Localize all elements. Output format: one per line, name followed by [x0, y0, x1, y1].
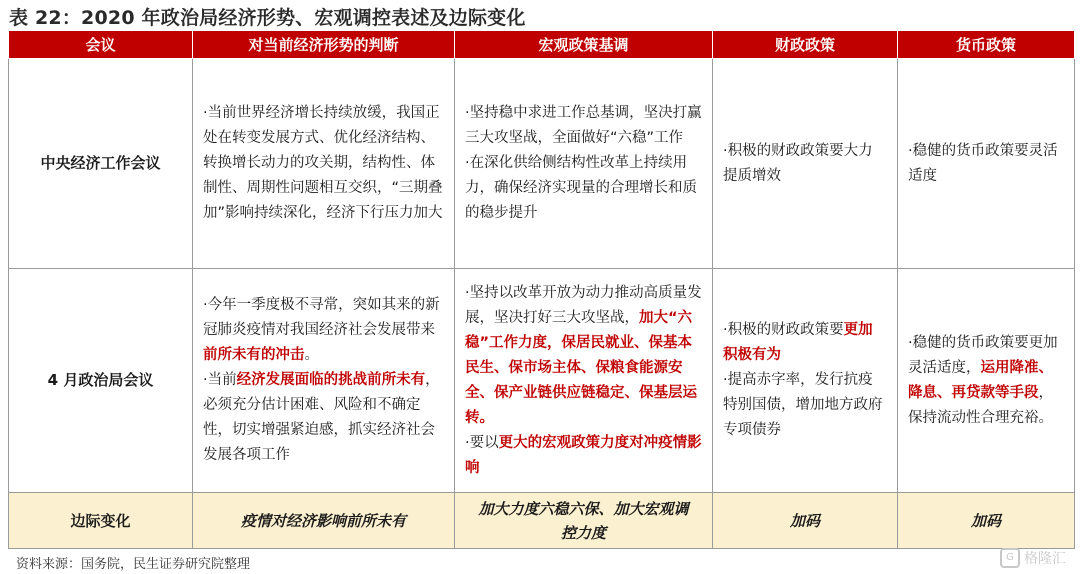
cell-paragraph: [203, 101, 444, 226]
marginal-judgment: 疫情对经济影响前所未有: [193, 493, 455, 549]
cell-text: ·稳健的货币政策要灵活适度: [908, 142, 1058, 184]
header-judgment: 对当前经济形势的判断: [193, 31, 455, 59]
cell-paragraph: [465, 101, 702, 151]
cell-paragraph: [908, 331, 1064, 431]
cell-paragraph: [908, 139, 1064, 189]
highlighted-text: 更大的宏观政策力度对冲疫情影响: [465, 434, 702, 476]
cell-text: ，必须充分估计困难、风险和不确定性，切实增强紧迫感，抓实经济社会发展各项工作: [203, 372, 440, 463]
marginal-change-row: [9, 493, 1075, 549]
header-meeting: 会议: [9, 31, 193, 59]
cell-paragraph: [723, 318, 887, 368]
marginal-macro: 加大力度六稳六保、加大宏观调控力度: [455, 493, 713, 549]
cell-paragraph: [723, 368, 887, 443]
cell-text: ·坚持以改革开放为动力推动高质量发展，坚决打好三大攻坚战，: [465, 284, 702, 326]
table-row: [9, 59, 1075, 269]
marginal-fiscal: 加码: [713, 493, 898, 549]
header-monetary: 货币政策: [898, 31, 1075, 59]
highlighted-text: 运用降准、降息、再贷款等手段: [908, 359, 1053, 401]
policy-table: [8, 30, 1075, 549]
header-row: [9, 31, 1075, 59]
highlighted-text: 更加积极有为: [723, 322, 873, 363]
marginal-label: 边际变化: [9, 493, 193, 549]
header-fiscal: 财政政策: [713, 31, 898, 59]
cell-text: ，保持流动性合理充裕。: [908, 384, 1053, 426]
cell-text: ·当前世界经济增长持续放缓，我国正处在转变发展方式、优化经济结构、转换增长动力的攻关期，结构性、体制性、周期性问题相互交织，“三期叠加”影响持续深化，经济下行压力加大: [203, 105, 443, 221]
cell-text: ·要以: [465, 434, 499, 451]
monetary-cell: [898, 59, 1075, 269]
meeting-name: 4 月政治局会议: [9, 269, 193, 493]
macro-cell: [455, 59, 713, 269]
table-row: [9, 269, 1075, 493]
cell-paragraph: [465, 431, 702, 481]
cell-text: ·坚持稳中求进工作总基调，坚决打赢三大攻坚战，全面做好“六稳”工作: [465, 105, 702, 146]
watermark: [1000, 548, 1066, 568]
cell-text: ·积极的财政政策要大力提质增效: [723, 142, 873, 184]
cell-text: ·稳健的货币政策要更加灵活适度，: [908, 334, 1058, 376]
cell-text: ·提高赤字率，发行抗疫特别国债，增加地方政府专项债券: [723, 372, 883, 438]
cell-text: ·积极的财政政策要: [723, 322, 844, 338]
source-note: 资料来源：国务院，民生证券研究院整理: [16, 557, 251, 572]
macro-cell: [455, 269, 713, 493]
highlighted-text: 加大“六稳”工作力度，保居民就业、保基本民生、保市场主体、保粮食能源安全、保产业链供应链稳定、保基层运转。: [465, 309, 697, 426]
cell-text: ·今年一季度极不寻常，突如其来的新冠肺炎疫情对我国经济社会发展带来: [203, 297, 440, 338]
monetary-cell: [898, 269, 1075, 493]
highlighted-text: 前所未有的冲击: [203, 347, 305, 363]
judgment-cell: [193, 269, 455, 493]
cell-paragraph: [203, 368, 444, 468]
cell-paragraph: [203, 293, 444, 368]
meeting-name: 中央经济工作会议: [9, 59, 193, 269]
cell-text: ·当前: [203, 372, 237, 388]
highlighted-text: 经济发展面临的挑战前所未有: [236, 372, 426, 388]
header-macro: 宏观政策基调: [455, 31, 713, 59]
table-title: 表 22：2020 年政治局经济形势、宏观调控表述及边际变化: [9, 7, 526, 29]
watermark-logo-icon: G: [1000, 548, 1020, 568]
watermark-text: 格隆汇: [1024, 551, 1066, 567]
cell-text: ·在深化供给侧结构性改革上持续用力，确保经济实现量的合理增长和质的稳步提升: [465, 155, 697, 221]
cell-paragraph: [723, 139, 887, 189]
cell-paragraph: [465, 151, 702, 226]
judgment-cell: [193, 59, 455, 269]
cell-paragraph: [465, 281, 702, 431]
fiscal-cell: [713, 59, 898, 269]
cell-text: 。: [304, 347, 319, 363]
fiscal-cell: [713, 269, 898, 493]
marginal-monetary: 加码: [898, 493, 1075, 549]
